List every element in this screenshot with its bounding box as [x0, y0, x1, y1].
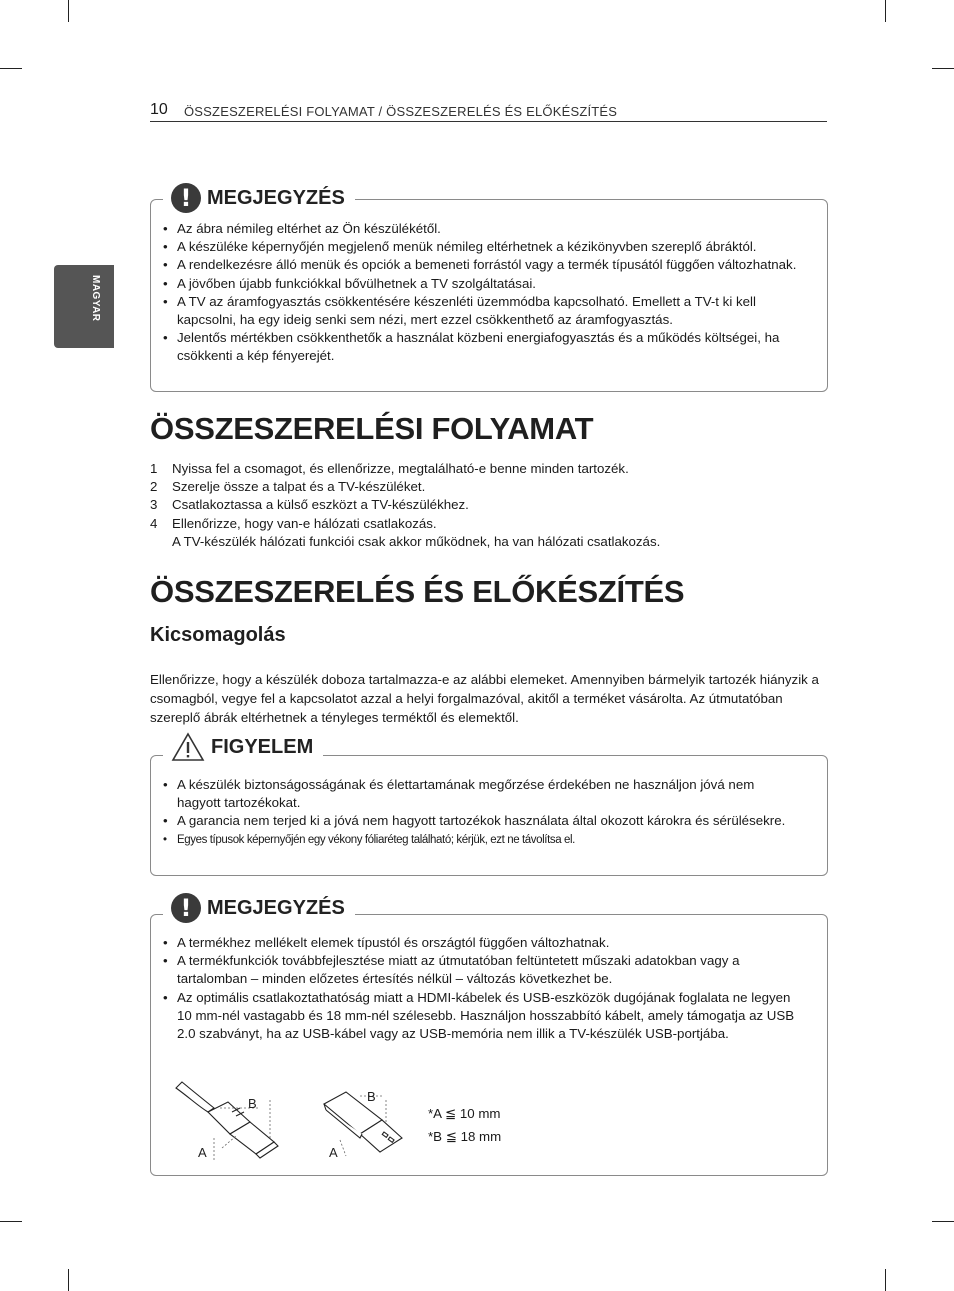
step-item: [150, 460, 830, 478]
label-b-usb: B: [367, 1089, 376, 1104]
list-item: • A rendelkezésre álló menük és opciók a bemeneti forrástól vagy a termék típusától függően változhatnak.: [151, 256, 811, 274]
step-text: A TV-készülék hálózati funkciói csak akkor működnek, ha van hálózati csatlakozás.: [172, 533, 661, 549]
crop-mark: [68, 1269, 69, 1291]
step-text: Csatlakoztassa a külső eszközt a TV-készülékhez.: [172, 497, 469, 513]
crop-mark: [68, 0, 69, 22]
step-item: [150, 496, 830, 514]
crop-mark: [885, 0, 886, 22]
page-number: 10: [150, 101, 168, 118]
note-box: [150, 184, 828, 392]
crop-mark: [0, 1221, 22, 1222]
step-item: [150, 478, 830, 496]
running-title: ÖSSZESZERELÉSI FOLYAMAT / ÖSSZESZERELÉS ÉS ELŐKÉSZÍTÉS: [184, 104, 618, 119]
step-number: 4: [150, 515, 158, 531]
step-text: Nyissa fel a csomagot, és ellenőrizze, megtalálható-e benne minden tartozék.: [172, 461, 629, 476]
label-a-hdmi: A: [198, 1145, 207, 1160]
list-item: • Egyes típusok képernyőjén egy vékony fóliaréteg található; kérjük, ezt ne távolítsa el.: [151, 831, 791, 849]
section-title: ÖSSZESZERELÉS ÉS ELŐKÉSZÍTÉS: [150, 574, 685, 609]
language-label: MAGYAR: [90, 275, 101, 322]
note-heading: MEGJEGYZÉS: [207, 896, 345, 919]
hdmi-connector-drawing: [176, 1082, 278, 1158]
caution-title: [163, 732, 323, 762]
exclamation-circle-icon: !: [171, 893, 201, 923]
list-item: • Jelentős mértékben csökkenthetők a használat közbeni energiafogyasztás és a működés költségei, ha csökkenti a kép fényerejét.: [151, 329, 811, 365]
note-title: [163, 893, 355, 923]
section-title: ÖSSZESZERELÉSI FOLYAMAT: [150, 411, 594, 446]
usb-stick-drawing: [324, 1092, 402, 1152]
caution-list: [151, 776, 791, 849]
step-number: 3: [150, 497, 158, 513]
step-number: 1: [150, 461, 158, 476]
list-item: • A jövőben újabb funkciókkal bővülhetnek a TV szolgáltatásai.: [151, 275, 811, 293]
subsection-title: Kicsomagolás: [150, 624, 286, 646]
list-item: • A garancia nem terjed ki a jóvá nem hagyott tartozékok használata által okozott károkra és sérülésekre.: [151, 812, 791, 830]
step-item: [150, 515, 830, 533]
label-a-usb: A: [329, 1145, 338, 1160]
exclamation-circle-icon: !: [171, 183, 201, 213]
unpacking-paragraph: Ellenőrizze, hogy a készülék doboza tartalmazza-e az alábbi elemeket. Amennyiben bármelyik tartozék hiányzik a csomagból, vegye fel a kapcsolatot azzal a helyi forgalmazóval, akitől a terméket vásárolta. Az útmutatóban szereplő ábrák eltérhetnek a tényleges terméktől és elemektől.: [150, 672, 819, 725]
step-text: Ellenőrizze, hogy van-e hálózati csatlakozás.: [172, 515, 437, 531]
note-heading: MEGJEGYZÉS: [207, 186, 345, 209]
crop-mark: [885, 1269, 886, 1291]
list-item: • A termékhez mellékelt elemek típustól és országtól függően változhatnak.: [151, 934, 801, 952]
crop-mark: [932, 1221, 954, 1222]
list-item: • A készüléke képernyőjén megjelenő menük némileg eltérhetnek a kézikönyvben szereplő ábráktól.: [151, 238, 811, 256]
note-list: [151, 934, 801, 1043]
crop-mark: [932, 68, 954, 69]
list-item: • Az ábra némileg eltérhet az Ön készülékétől.: [151, 220, 811, 238]
page-header: [150, 101, 827, 122]
list-item: • A TV az áramfogyasztás csökkentésére készenléti üzemmódba kapcsolható. Emellett a TV-t ki kell kapcsolni, ha egy ideig senki sem nézi, mert ezzel csökkenthető az áramfogyasztás.: [151, 293, 811, 329]
list-item: • A termékfunkciók továbbfejlesztése miatt az útmutatóban feltüntetett műszaki adatokban vagy a tartalomban – minden előzetes értesítés nélkül – változás következhet be.: [151, 952, 801, 988]
warning-triangle-icon: [171, 732, 205, 762]
label-b-hdmi: B: [248, 1096, 257, 1111]
list-item: • A készülék biztonságosságának és élettartamának megőrzése érdekében ne használjon jóvá nem hagyott tartozékokat.: [151, 776, 791, 812]
language-side-tab: [54, 265, 114, 348]
connector-dimension-figure: [170, 1078, 420, 1163]
step-number: 2: [150, 479, 158, 495]
note-title: [163, 183, 355, 213]
assembly-steps: [150, 460, 830, 551]
list-item: • Az optimális csatlakoztathatóság miatt a HDMI-kábelek és USB-eszközök dugójának foglalata ne legyen 10 mm-nél vastagabb és 18 mm-nél szélesebb. Használjon hosszabbító kábelt, amely támogatja az USB 2.0 szabványt, ha az USB-kábel vagy az USB-memória nem illik a TV-készülék USB-portjába.: [151, 989, 801, 1044]
dimension-a-spec: *A ≦ 10 mm: [428, 1106, 501, 1121]
note-list: [151, 220, 811, 366]
crop-mark: [0, 68, 22, 69]
caution-box: [150, 735, 828, 876]
step-text: Szerelje össze a talpat és a TV-készüléket.: [172, 479, 426, 495]
caution-heading: FIGYELEM: [211, 735, 314, 758]
dimension-b-spec: *B ≦ 18 mm: [428, 1129, 502, 1144]
step-item: [150, 533, 830, 551]
